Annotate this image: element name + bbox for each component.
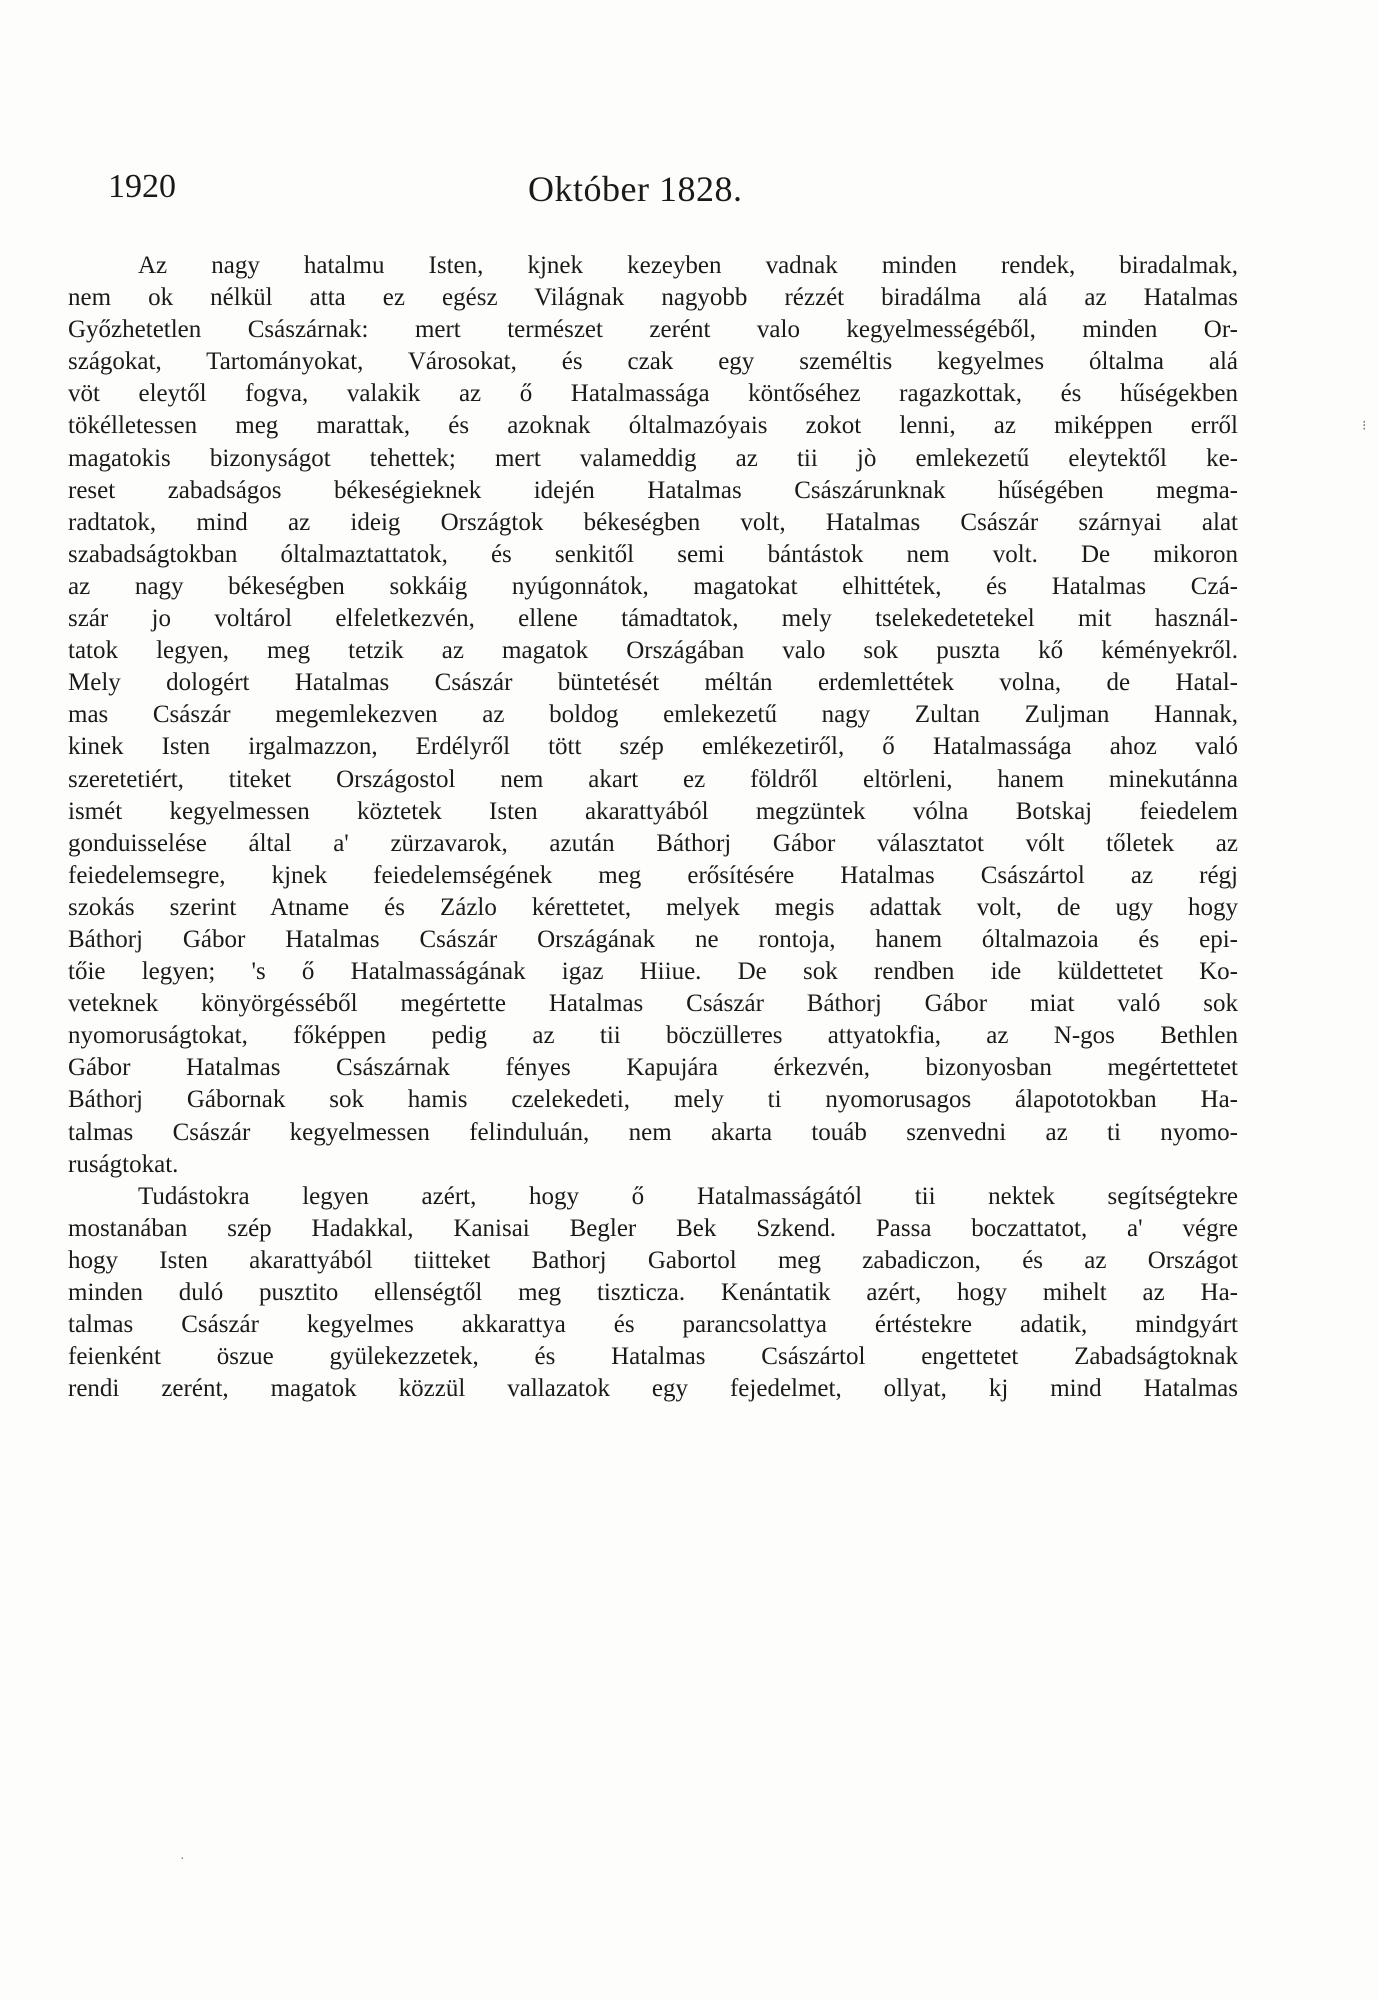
text-line: ruságtokat. (68, 1150, 179, 1178)
text-line: szágokat, Tartományokat, Városokat, és czak egy személtis kegyelmes óltalma alá (68, 348, 1238, 376)
text-line: nem ok nélkül atta ez egész Világnak nagyobb rézzét biradálma alá az Hatalmas (68, 284, 1238, 312)
text-line: talmas Császár kegyelmes akkarattya és parancsolattya értéstekre adatik, mindgyárt (68, 1311, 1238, 1339)
text-line: Tudástokra legyen azért, hogy ő Hatalmasságától tii nektek segítségtekre (138, 1182, 1238, 1210)
text-line: szokás szerint Atname és Zázlo kérettetet, melyek megis adattak volt, de ugy hogy (68, 893, 1238, 921)
page-number: 1920 (108, 168, 176, 205)
text-line: nyomoruságtokat, főképpen pedig az tii böczüllетes attyatokfia, az N-gos Bethlen (68, 1022, 1238, 1050)
text-line: talmas Császár kegyelmessen felinduluán, nem akarta touáb szenvedni az ti nyomo- (68, 1118, 1238, 1146)
text-line: veteknek könyörgésséből megértette Hatalmas Császár Báthorj Gábor miat való sok (68, 990, 1238, 1018)
running-head: Október 1828. (528, 169, 743, 209)
text-line: Báthorj Gábor Hatalmas Császár Országának ne rontoja, hanem óltalmazoia és epi- (68, 925, 1238, 953)
text-line: gonduisselése által a' zürzavarok, azután Báthorj Gábor választatot vólt tőletek az (68, 829, 1238, 857)
text-line: reset zabadságos békeségieknek idején Hatalmas Császárunknak hűségében megma- (68, 476, 1238, 504)
text-line: tökélletessen meg marattak, és azoknak óltalmazóyais zokot lenni, az miképpen erről (68, 412, 1238, 440)
text-line: vöt eleytől fogva, valakik az ő Hatalmassága köntőséhez ragazkottak, és hűségekben (68, 380, 1238, 408)
text-line: Gábor Hatalmas Császárnak fényes Kapujára érkezvén, bizonyosban megértettetet (68, 1054, 1238, 1082)
text-line: feienként öszue gyülekezzetek, és Hatalmas Császártol engettetet Zabadságtoknak (68, 1343, 1238, 1371)
text-line: kinek Isten irgalmazzon, Erdélyről tött szép emlékezetiről, ő Hatalmassága ahoz való (68, 733, 1238, 761)
page-header (108, 168, 1248, 218)
text-line: Báthorj Gábornak sok hamis czelekedeti, mely ti nyomorusagos álapototokban Ha- (68, 1086, 1238, 1114)
text-line: tatok legyen, meg tetzik az magatok Országában valo sok puszta kő kéményekről. (68, 637, 1238, 665)
text-line: tőie legyen; 's ő Hatalmasságának igaz Hiiue. De sok rendben ide küldettetet Ko- (68, 958, 1238, 986)
body-text (68, 250, 1238, 1405)
text-line: magatokis bizonyságot tehettek; mert valameddig az tii jò emlekezetű eleytektől ke- (68, 444, 1238, 472)
text-line: Mely dologért Hatalmas Császár büntetését méltán erdemlettétek volna, de Hatal- (68, 669, 1238, 697)
text-line: szeretetiért, titeket Országostol nem akart ez földről eltörleni, hanem minekutánna (68, 765, 1238, 793)
text-line: Győzhetetlen Császárnak: mert természet zerént valo kegyelmességéből, minden Or- (68, 316, 1238, 344)
text-line: mas Császár megemlekezven az boldog emlekezetű nagy Zultan Zuljman Hannak, (68, 701, 1238, 729)
text-line: szabadságtokban óltalmaztattatok, és senkitől semi bántástok nem volt. De mikoron (68, 540, 1238, 568)
text-line: radtatok, mind az ideig Országtok békeségben volt, Hatalmas Császár szárnyai alat (68, 508, 1238, 536)
text-line: mostanában szép Hadakkal, Kanisai Begler Bek Szkend. Passa boczattatot, a' végre (68, 1214, 1238, 1242)
text-line: ismét kegyelmessen köztetek Isten akarattyából megzüntek vólna Botskaj feiedelem (68, 797, 1238, 825)
text-line: feiedelemsegre, kjnek feiedelemségének meg erősítésére Hatalmas Császártol az régj (68, 861, 1238, 889)
ink-speck: · (180, 1852, 185, 1867)
text-line: minden duló pusztito ellenségtől meg tiszticza. Kenántatik azért, hogy mihelt az Ha- (68, 1279, 1238, 1306)
margin-speck: ⁝ (1362, 419, 1367, 434)
text-line: hogy Isten akarattyából tiitteket Bathorj Gabortol meg zabadiczon, és az Országot (68, 1246, 1238, 1274)
text-line: Az nagy hatalmu Isten, kjnek kezeyben vadnak minden rendek, biradalmak, (138, 252, 1238, 279)
text-line: szár jo voltárol elfeletkezvén, ellene támadtatok, mely tselekedetetekel mit használ- (68, 605, 1238, 633)
text-line: az nagy békeségben sokkáig nyúgonnátok, magatokat elhittétek, és Hatalmas Czá- (68, 572, 1238, 600)
text-line: rendi zerént, magatok közzül vallazatok egy fejedelmet, ollyat, kj mind Hatalmas (68, 1375, 1238, 1403)
